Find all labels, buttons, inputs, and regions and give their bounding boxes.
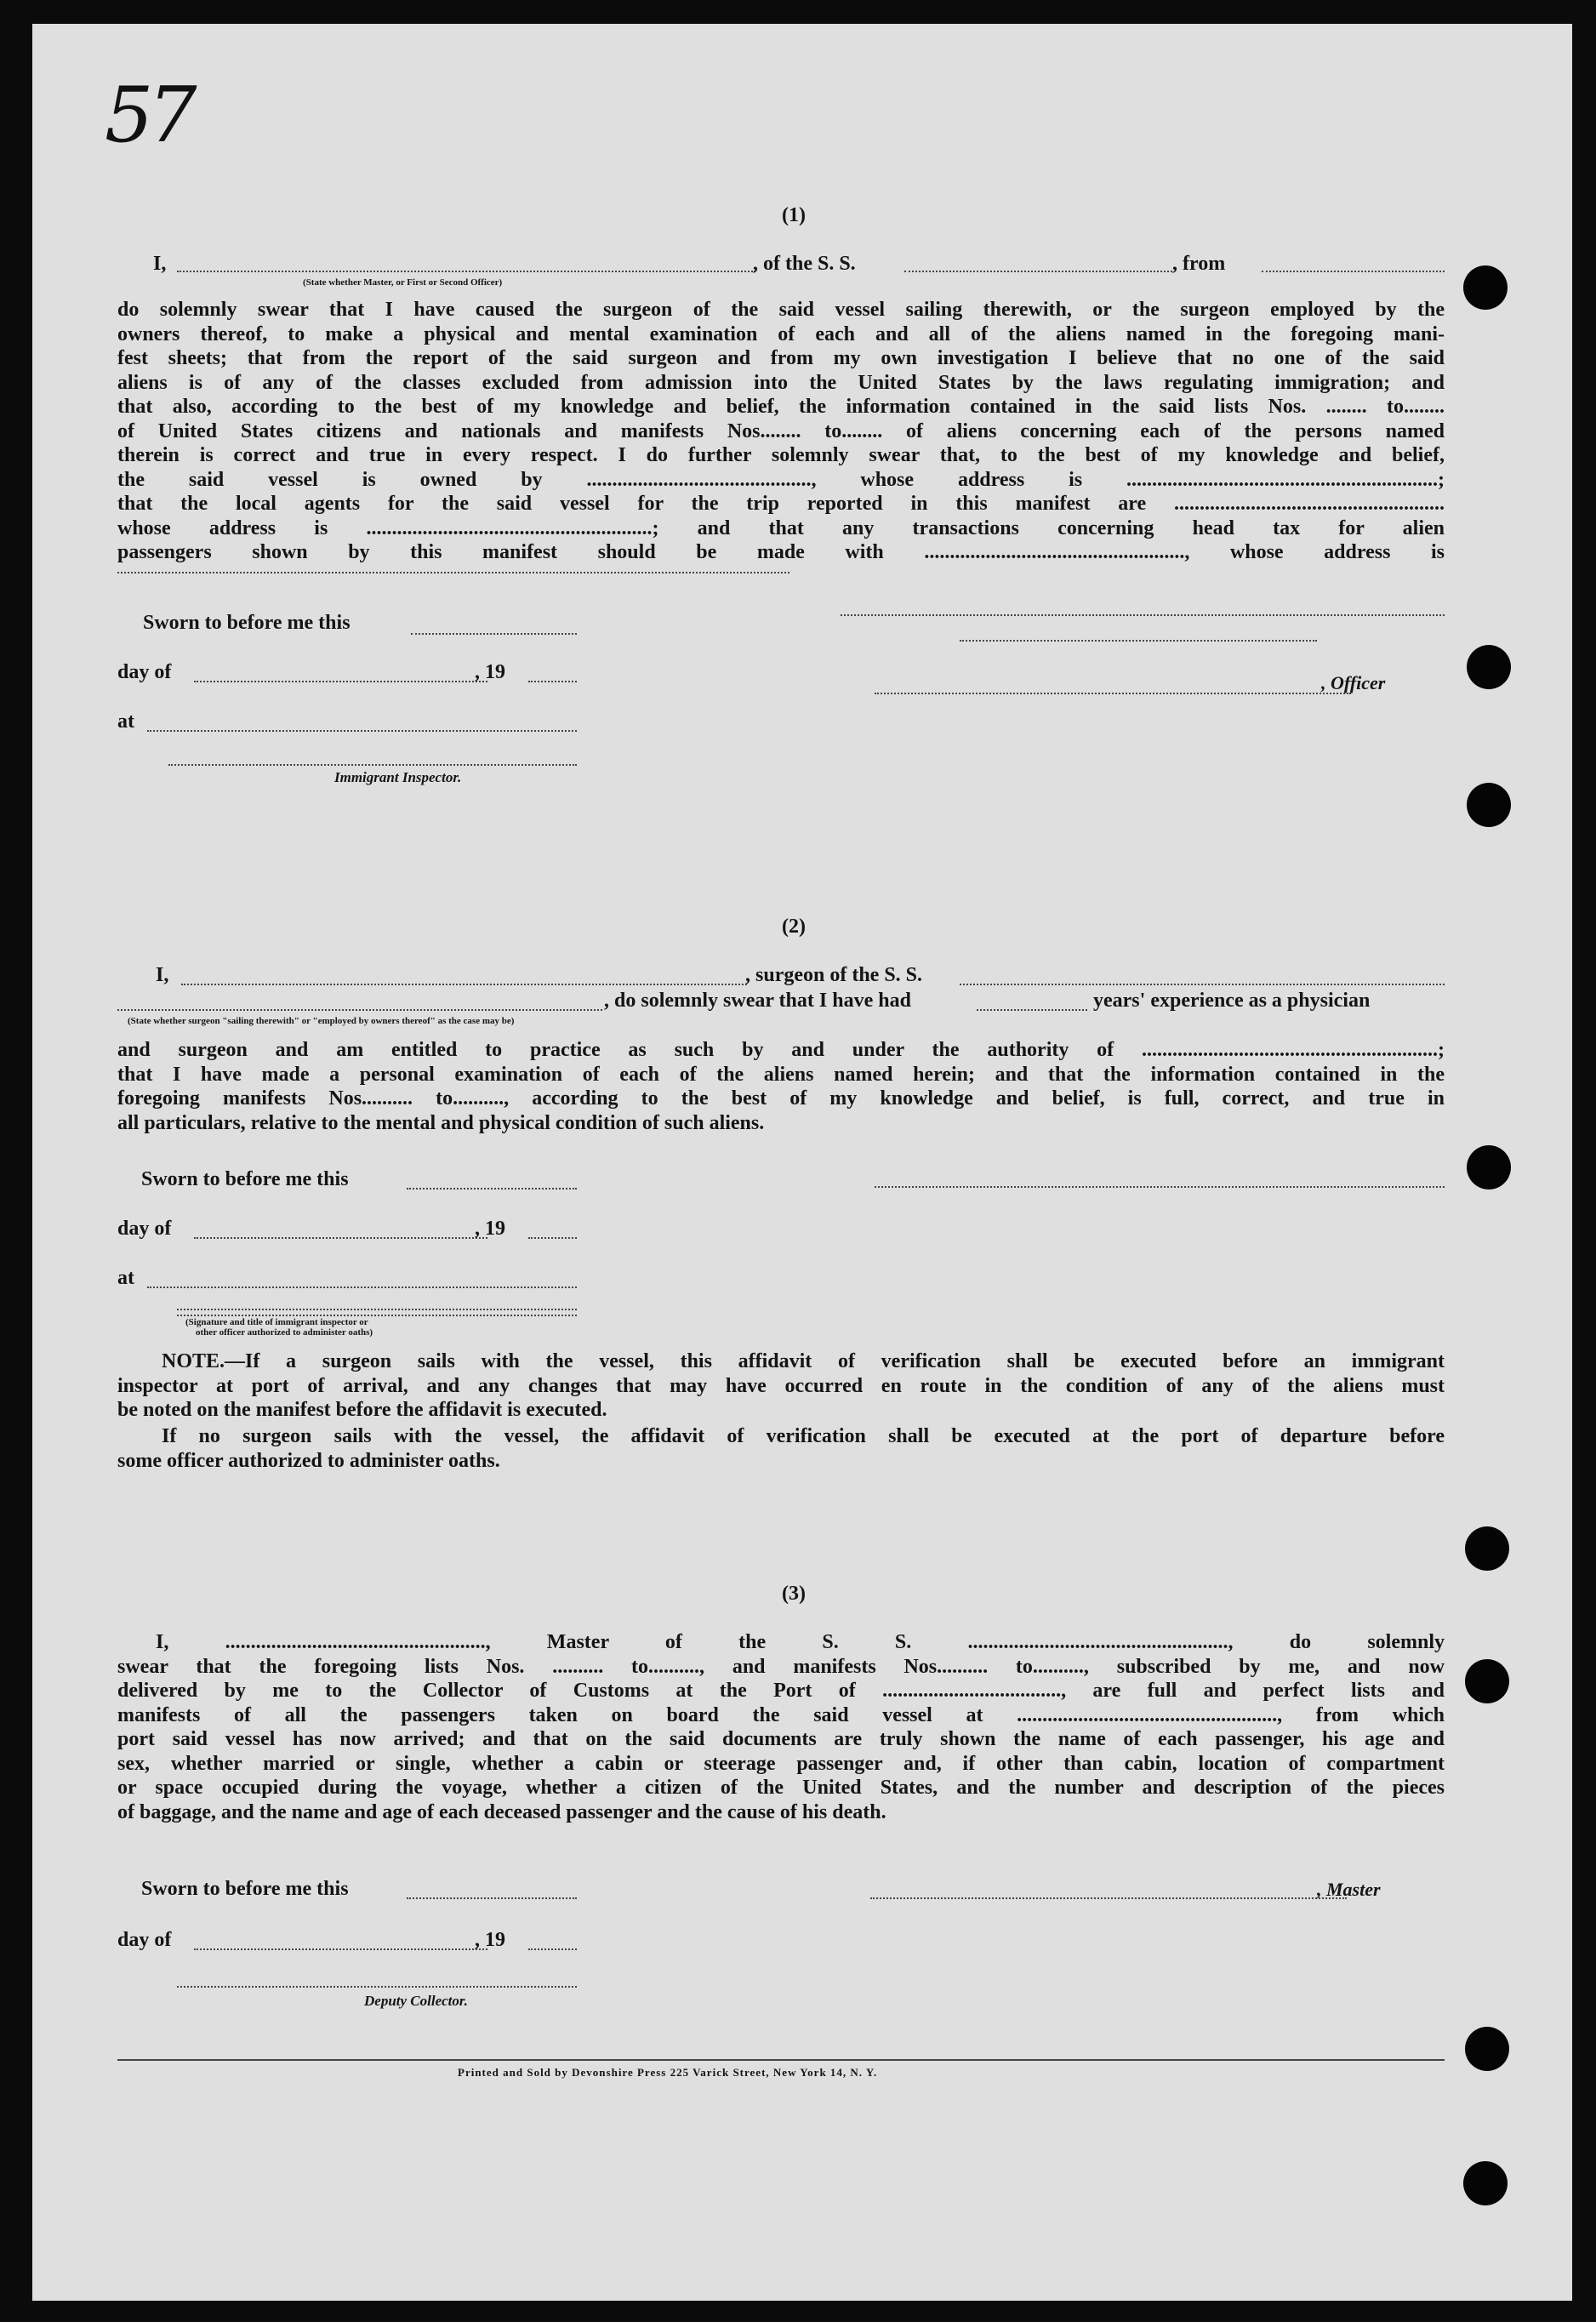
s2-year-blank[interactable]	[528, 1237, 577, 1239]
s2-day-blank[interactable]	[194, 1237, 487, 1239]
s1-officer-title: , Officer	[1321, 672, 1386, 693]
s1-sworn: Sworn to before me this	[143, 612, 351, 634]
s3-paragraph: I, ..................................................., Master of the S. S. ..................................................., do solemnly swear that the foregoing lists Nos. .......... to.........., and manifests Nos.......... to.........., subscribed by me, and now delivered by me to the Collector of Customs at the Port of ..................................., are full and perfect lists and manifests of all the passengers taken on board the said vessel at ..................................................., from which port said vessel has now arrived; and that on the said documents are truly shown the name of each passenger, his age and sex, whether married or single, whether a cabin or steerage passenger and, if other than cabin, location of compartment or space occupied during the voyage, whether a citizen of the United States, and the number and description of the pieces of baggage, and the name and age of each deceased passenger and the cause of his death.	[117, 1631, 1445, 1823]
s3-sworn: Sworn to before me this	[141, 1878, 349, 1900]
section-1-heading: (1)	[782, 204, 806, 226]
punch-hole	[1463, 2161, 1508, 2205]
s2-inspector-sign-blank[interactable]	[177, 1309, 577, 1310]
s3-collector-title: Deputy Collector.	[364, 1993, 468, 2009]
s1-officer-note: (State whether Master, or First or Second Officer)	[303, 277, 503, 288]
s1-day-blank[interactable]	[194, 681, 487, 682]
s2-sworn: Sworn to before me this	[141, 1168, 349, 1190]
s1-inspector-sign-blank[interactable]	[168, 764, 577, 766]
s2-note: NOTE.—If a surgeon sails with the vessel, this affidavit of verification shall be executed before an immigrant inspector at port of arrival, and any changes that may have occurred en route in the condition of any of the aliens must be noted on the manifest before the affidavit is executed.	[117, 1350, 1445, 1421]
s1-officer-sign-blank[interactable]	[875, 693, 1351, 694]
s2-year: , 19	[475, 1218, 505, 1240]
punch-hole	[1463, 265, 1508, 310]
s2-surgeon-note: (State whether surgeon "sailing therewith" or "employed by owners thereof" as the case may be)	[128, 1016, 515, 1026]
s3-day-blank[interactable]	[194, 1948, 487, 1950]
bleed-through-text	[185, 134, 195, 160]
s3-year: , 19	[475, 1929, 505, 1951]
s2-surgeon-blank[interactable]	[181, 984, 747, 985]
printer-footer: Printed and Sold by Devonshire Press 225 Varick Street, New York 14, N. Y.	[458, 2066, 878, 2079]
s1-officer-blank[interactable]	[177, 271, 755, 272]
manifest-page	[32, 24, 1572, 2301]
s1-sworn-blank[interactable]	[411, 633, 577, 635]
s1-continuation-blank-right[interactable]	[841, 614, 1445, 616]
s2-vessel-blank[interactable]	[960, 984, 1445, 985]
s1-vessel-blank[interactable]	[904, 271, 1172, 272]
s1-line1-from: , from	[1172, 253, 1226, 275]
s1-at-blank[interactable]	[147, 730, 577, 732]
s1-year: , 19	[475, 661, 505, 683]
s3-collector-sign-blank[interactable]	[177, 1986, 577, 1988]
s1-from-blank[interactable]	[1262, 271, 1445, 272]
s2-years-blank[interactable]	[977, 1009, 1087, 1011]
s3-master-title: , Master	[1317, 1879, 1381, 1900]
s2-day-of: day of	[117, 1218, 172, 1240]
s1-inspector-title: Immigrant Inspector.	[334, 769, 462, 785]
s3-year-blank[interactable]	[528, 1948, 577, 1950]
s2-sig-note-1: (Signature and title of immigrant inspector or	[185, 1317, 368, 1327]
s2-paragraph: and surgeon and am entitled to practice as such by and under the authority of ..........................................................; that I have made a personal examination of each of the aliens named herein; and that the information contained in the foregoing manifests Nos.......... to.........., according to the best of my knowledge and belief, is full, correct, and true in all particulars, relative to the mental and physical condition of such aliens.	[117, 1039, 1445, 1134]
punch-hole	[1467, 645, 1511, 689]
punch-hole	[1465, 2027, 1509, 2071]
s2-inspector-sign-blank-2	[177, 1315, 577, 1316]
s1-day-of: day of	[117, 661, 172, 683]
s2-line1-i: I,	[156, 964, 169, 986]
s2-at: at	[117, 1267, 134, 1289]
s2-years-experience: years' experience as a physician	[1093, 990, 1371, 1012]
s2-surgeon-sign-blank[interactable]	[875, 1186, 1445, 1188]
s1-line1-ss: , of the S. S.	[753, 253, 856, 275]
punch-hole	[1465, 1659, 1509, 1703]
s3-sworn-blank[interactable]	[407, 1897, 577, 1899]
s1-year-blank[interactable]	[528, 681, 577, 682]
section-3-heading: (3)	[782, 1583, 806, 1605]
footer-rule	[117, 2059, 1445, 2061]
s3-day-of: day of	[117, 1929, 172, 1951]
s1-continuation-blank-left[interactable]	[117, 572, 789, 573]
s2-sig-note-2: other officer authorized to administer oaths)	[196, 1327, 373, 1338]
punch-hole	[1467, 1145, 1511, 1190]
punch-hole	[1467, 783, 1511, 827]
s1-paragraph: do solemnly swear that I have caused the surgeon of the said vessel sailing therewith, or the surgeon employed by the owners thereof, to make a physical and mental examination of each and all of the aliens named in the foregoing mani- fest sheets; that from the report of the said surgeon and from my own investigation I believe that no one of the said aliens is of any of the classes excluded from admission into the United States by the laws regulating immigration; and that also, according to the best of my knowledge and belief, the information contained in the said lists Nos. ........ to........ of United States citizens and nationals and manifests Nos........ to........ of aliens concerning each of the persons named therein is correct and true in every respect. I do further solemnly swear that, to the best of my knowledge and belief, the said vessel is owned by ............................................, whose address is .............................................................; that the local agents for the said vessel for the trip reported in this manifest are ..................................................... whose address is ........................................................; and that any transactions concerning head tax for alien passengers shown by this manifest should be made with ..................................................., whose address is	[117, 299, 1445, 563]
s2-at-blank[interactable]	[147, 1287, 577, 1288]
s3-master-sign-blank[interactable]	[870, 1897, 1347, 1899]
s1-line1-i: I,	[153, 253, 167, 275]
s2-swear: , do solemnly swear that I have had	[604, 990, 911, 1012]
s2-line1-ss: , surgeon of the S. S.	[745, 964, 923, 986]
section-2-heading: (2)	[782, 916, 806, 938]
handwritten-page-number: 57	[105, 71, 192, 160]
punch-hole	[1465, 1526, 1509, 1571]
s1-at: at	[117, 710, 134, 733]
s2-sailing-blank[interactable]	[117, 1009, 602, 1011]
s1-dots	[960, 640, 1317, 642]
s2-note-2: If no surgeon sails with the vessel, the affidavit of verification shall be executed at the port of departure before some officer authorized to administer oaths.	[117, 1425, 1445, 1472]
s2-sworn-blank[interactable]	[407, 1188, 577, 1190]
